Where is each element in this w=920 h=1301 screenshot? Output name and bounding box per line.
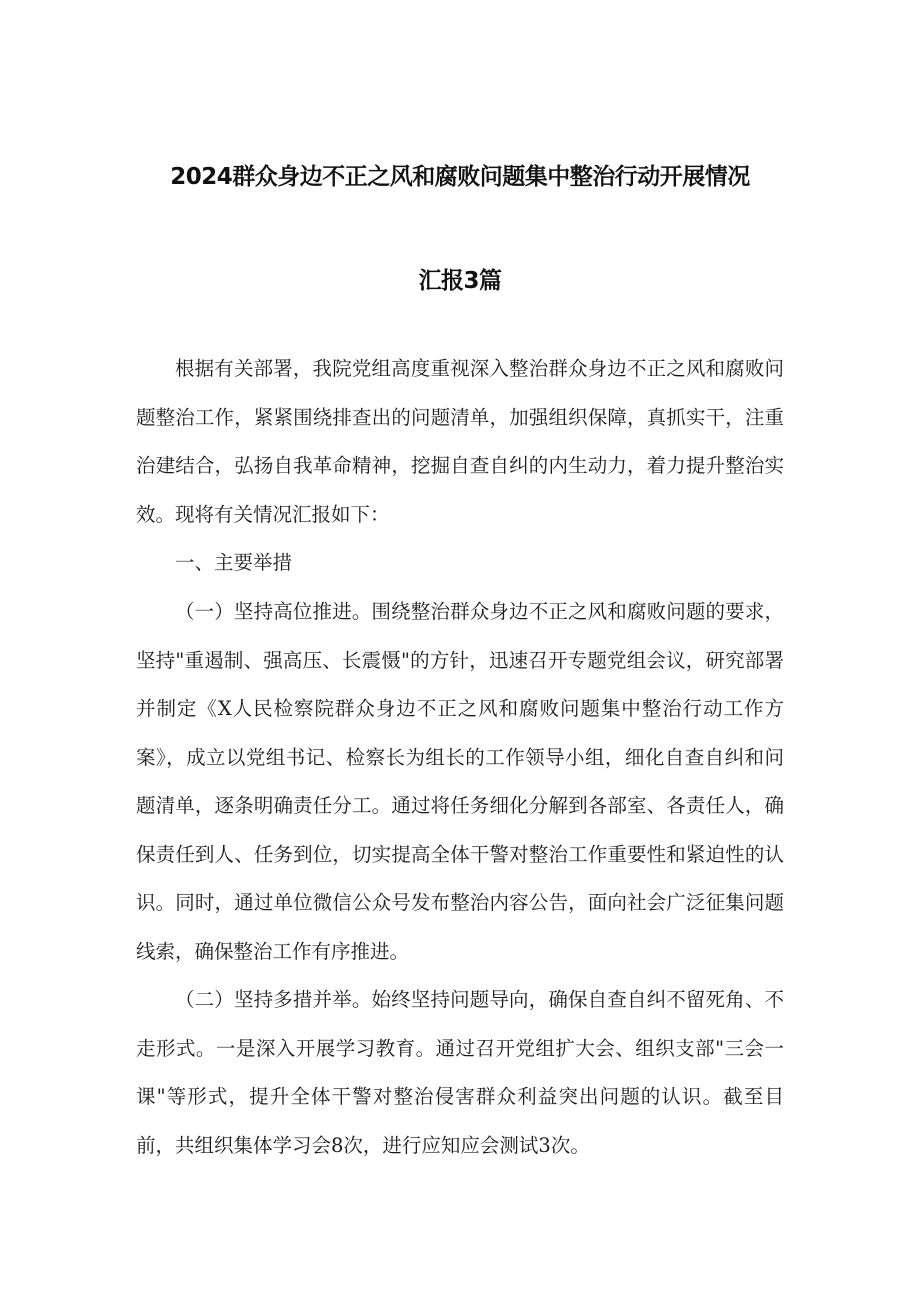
item-2-paragraph: （二）坚持多措并举。始终坚持问题导向，确保自查自纠不留死角、不走形式。一是深入开展学习教育。通过召开党组扩大会、组织支部"三会一课"等形式，提升全体干警对整治侵害群众利益突出问题的认识。截至目前，共组织集体学习会8次，进行应知应会测试3次。	[136, 988, 784, 1157]
item-1-paragraph: （一）坚持高位推进。围绕整治群众身边不正之风和腐败问题的要求，坚持"重遏制、强高压、长震慑"的方针，迅速召开专题党组会议，研究部署并制定《X人民检察院群众身边不正之风和腐败问题集中整治行动工作方案》，成立以党组书记、检察长为组长的工作领导小组，细化自查自纠和问题清单，逐条明确责任分工。通过将任务细化分解到各部室、各责任人，确保责任到人、任务到位，切实提高全体干警对整治工作重要性和紧迫性的认识。同时，通过单位微信公众号发布整治内容公告，面向社会广泛征集问题线索，确保整治工作有序推进。	[136, 600, 784, 963]
document-title-line-1: 2024群众身边不正之风和腐败问题集中整治行动开展情况	[170, 164, 750, 190]
item-1-block	[136, 588, 784, 976]
section-1-heading: 一、主要举措	[175, 551, 293, 574]
section-heading-block	[136, 539, 784, 588]
item-2-block	[136, 976, 784, 1170]
intro-paragraph: 根据有关部署，我院党组高度重视深入整治群众身边不正之风和腐败问题整治工作，紧紧围绕排查出的问题清单，加强组织保障，真抓实干，注重治建结合，弘扬自我革命精神，挖掘自查自纠的内生动力，着力提升整治实效。现将有关情况汇报如下：	[136, 357, 784, 526]
document-title-line-2: 汇报3篇	[418, 268, 502, 294]
intro-block	[136, 345, 784, 539]
